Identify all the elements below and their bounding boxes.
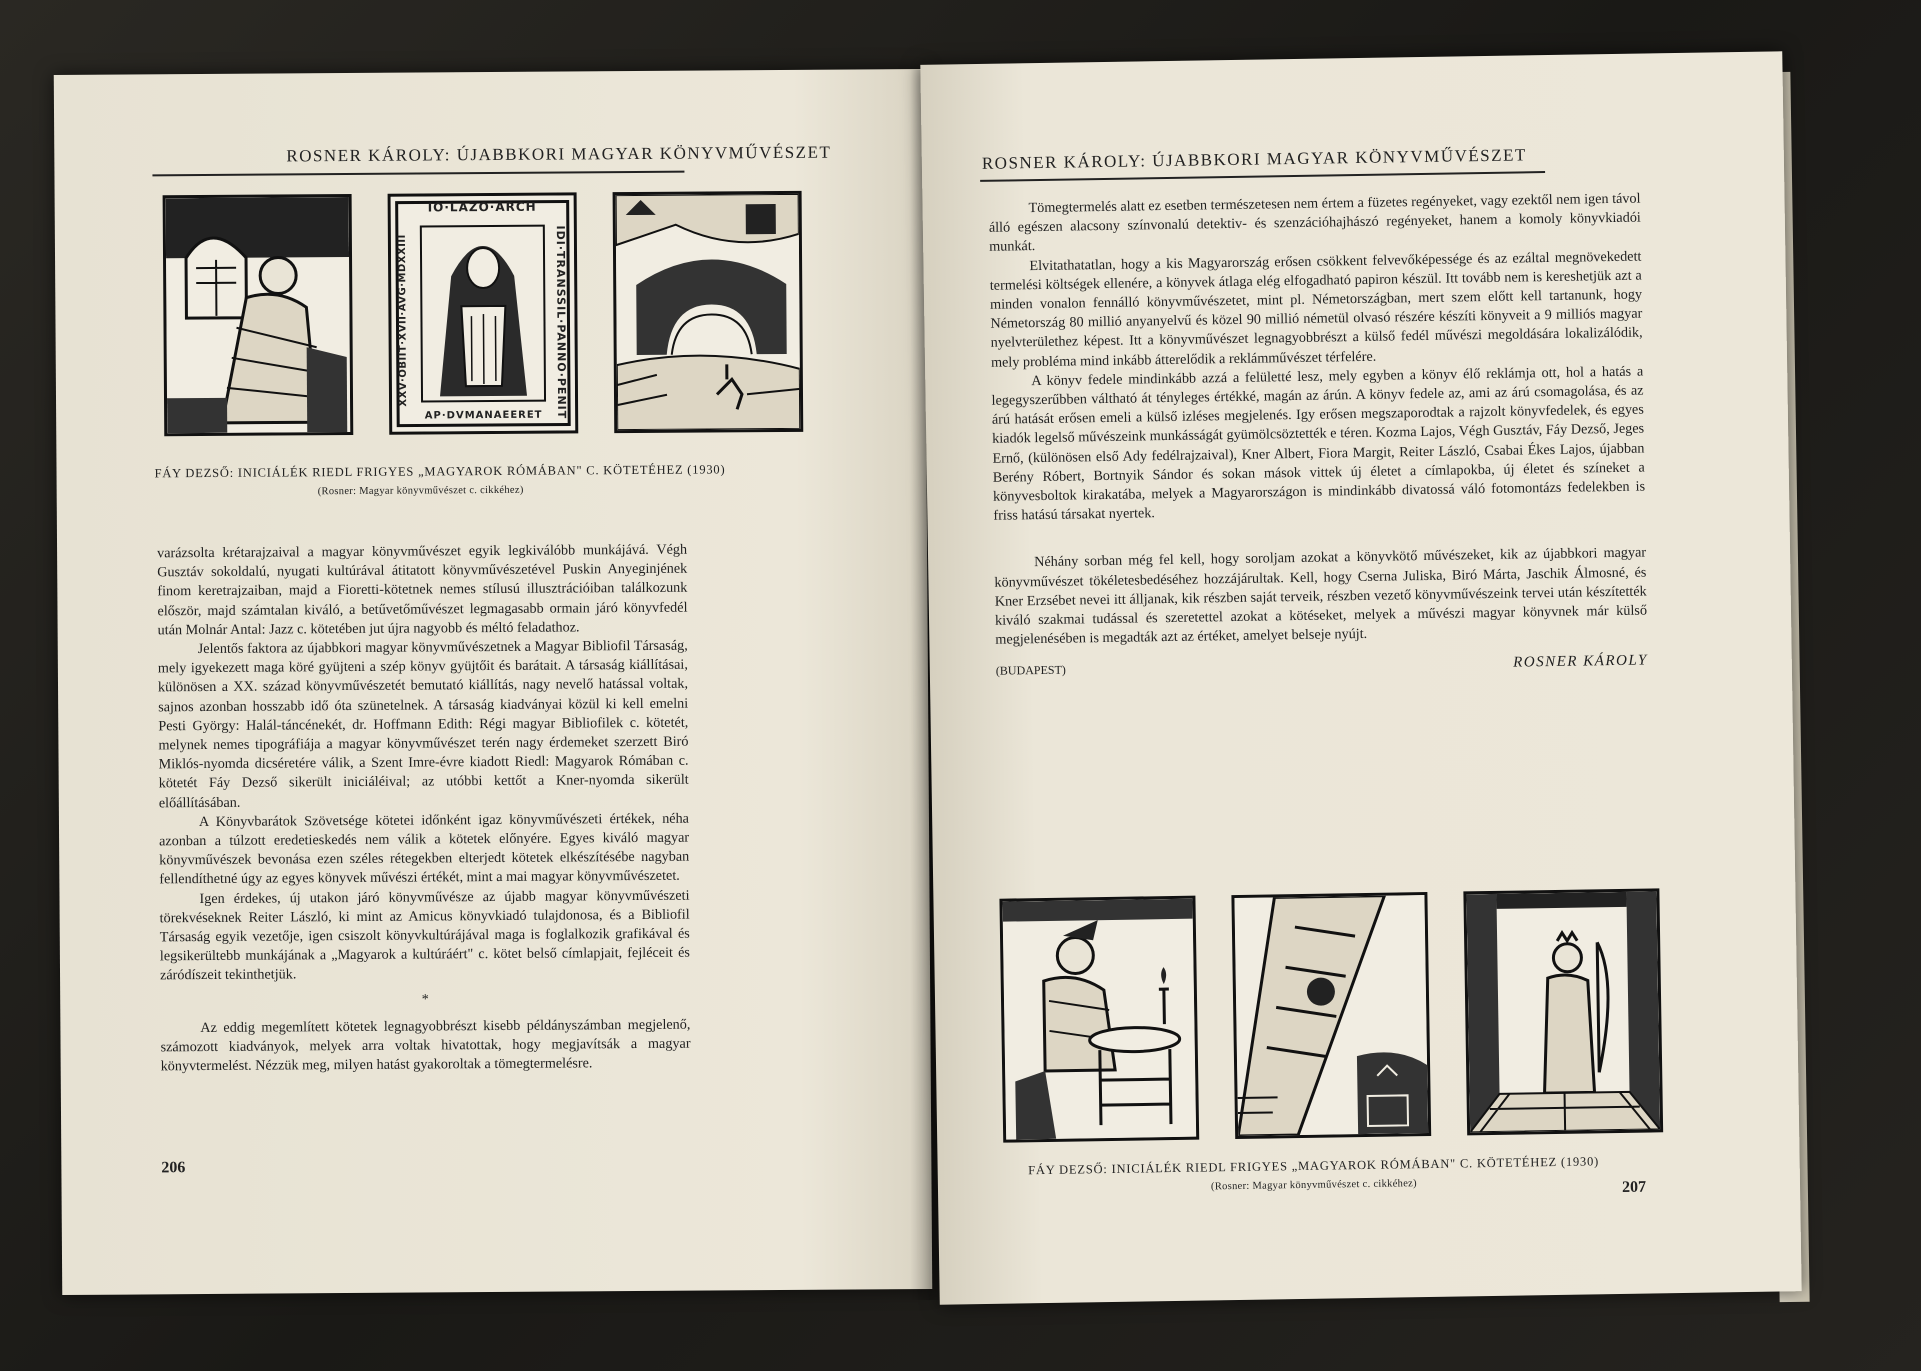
right-page-number: 207 (1621, 1178, 1647, 1196)
left-caption-text: FÁY DEZSŐ: INICIÁLÉK RIEDL FRIGYES „MAGYAROK RÓMÁBAN" C. KÖTETÉHEZ (1930) (154, 462, 726, 481)
right-woodcuts (999, 888, 1663, 1142)
woodcut-monk-writing (163, 194, 354, 436)
right-body-text (988, 190, 1647, 682)
paragraph: Tömegtermelés alatt ez esetben természetesen nem értem a füzetes regényeket, vagy ezektől nem igen távol álló egészen alacsony színvonalú detektiv- és szenzációhajhászó regényeket, hanem a komoly könyvkiadói munkát. (988, 190, 1641, 256)
woodcut-king-harp (1463, 888, 1663, 1135)
left-page (54, 69, 932, 1295)
paragraph: Igen érdekes, új utakon járó könyvművésze az újabb magyar könyvművészeti törekvéseknek Reiter László, ki mint az Amicus könyvkiadó tulajdonosa, és a Bibliofil Társaság egyik vezetője, igen csiszolt könyvkultúrájával maga is foglalkozik grafikával és legsikerültebb munkájának a „Magyarok a kultúráért" c. kötet belső címlapjait, fejléceit és záródíszeit tekinthetjük. (159, 887, 690, 984)
right-figure-caption (994, 1154, 1634, 1196)
woodcut-inscription-left: XXV·OBIIT·XVII·AVG·MDXXIII (396, 234, 410, 407)
right-page (920, 51, 1801, 1304)
woodcut-seated-writer (999, 896, 1199, 1143)
paragraph: Néhány sorban még fel kell, hogy soroljam azokat a könyvkötő művészeket, kik az újabbkori magyar könyvművészet tökéletesbedéséhez hozzájárultak. Kell, hogy Cserna Juliska, Biró Márta, Jaschik Álmosné, és Kner Erzsébet nevei itt álljanak, kik részben saját terveik, részben vezető könyvművészeink tervei után készítették kiváló szakmai tudással és szeretettel azokat a kötéseket, melyek a művészi magyar könyvnek már külső megjelenésében is megadták azt az értéket, amelyet belseje nyújt. (994, 544, 1648, 649)
paragraph: Elvitathatatlan, hogy a kis Magyarország erősen csökkent felvevőképessége és az ezáltal megnövekedett termelési költségek ellenére, a könyvek átlaga elég elfogadható papiron készül. Itt tovább nem is kereshetjük azt a minden vonalon fennálló könyvművészetet, mint pl. Németországban, mert szem előtt kell tartanunk, hogy Németország 80 millió anyanyelvű és közel 90 millió németül olvasó részére készíti könyveit a 9 milliós magyar nyelvterülethez képest. Itt a könyvművészet legnagyobbrészt a külső fedél művészi megoldására lokalizálódik, mely probléma mind inkább átterelődik a reklámművészet térfelére. (989, 248, 1643, 371)
signoff (996, 652, 1648, 681)
woodcut-inscription-top: IO·LAZO·ARCH (427, 199, 537, 215)
left-body-text (157, 541, 691, 1077)
place-label: (BUDAPEST) (995, 663, 1066, 679)
paragraph: Az eddig megemlített kötetek legnagyobbrészt kisebb példányszámban megjelenő, számozott kiadványok, melyek arra voltak hivatottak, hogy megjavítsák a magyar könyvtermelést. Nézzük meg, milyen hatást gyakoroltak a tömegtermelésre. (160, 1016, 691, 1075)
woodcut-inscription-bottom: AP·DVMANAEERET (424, 409, 543, 422)
left-page-number: 206 (161, 1159, 186, 1177)
left-running-head: ROSNER KÁROLY: ÚJABBKORI MAGYAR KÖNYVMŰVÉSZET (286, 142, 832, 166)
right-running-head: ROSNER KÁROLY: ÚJABBKORI MAGYAR KÖNYVMŰVÉSZET (981, 145, 1527, 173)
left-head-rule (152, 171, 684, 177)
author-signature: ROSNER KÁROLY (1513, 652, 1648, 672)
woodcut-tomb-figure (388, 192, 579, 434)
left-woodcuts (163, 191, 804, 436)
woodcut-knight-tower (1231, 892, 1431, 1139)
paragraph: A könyv fedele mindinkább azzá a felületté lesz, mely egyben a könyv élő reklámja ott, hol a hatás a legegyszerűbben váltható át tényleges értékké, magán az árún. A könyv fedele az, ami az árú csomagolása, és az árú hatását erősen emeli a külső izléses megjelenés. Igy erősen megszaporodtak a rajzolt könyvfedelek, és egyes kiadók legelső művészeink munkásságát gyümölcsöztették e téren. Kozma Lajos, Végh Gusztáv, Fáy Dezső, Jeges Ernő, (különösen első Ady fedélrajzaival), Kner Albert, Fiora Margit, Reiter László, Csabai Ékes Lajos, újabban Berény Róbert, Bortnyik Sándor és sokan mások vittek új életet a címlapokba, új életet és színeket a könyvesboltok kirakatába, melyek a Magyarországon is mindinkább divatossá váló fotomontázs fedelekben is friss hatású társakat nyertek. (991, 363, 1646, 525)
left-figure-caption (154, 462, 726, 499)
right-head-rule (980, 171, 1545, 182)
paragraph: varázsolta krétarajzaival a magyar könyvművészet egyik legkiválóbb munkájává. Végh Gusztáv sokoldalú, nyugati kultúrával átitatott könyvművészetével Puskin Anyeginjének finom keretrajzaiban, majd a Fioretti-kötetnek nemes stílusú illusztrációiban találkozunk először, majd számtalan kiváló, a betűvetőművészet legmagasabb ormain járó könyvfedél után Molnár Antal: Jazz c. kötetében jut újra nagyobb és méltó feladathoz. (157, 541, 688, 639)
woodcut-bridge-rider (613, 191, 804, 433)
right-caption-sub: (Rosner: Magyar könyvművészet c. cikkéhez) (1210, 1178, 1417, 1193)
woodcut-inscription-side: IDI·TRANSSIL·PANNO·PENIT (553, 225, 569, 420)
paragraph: A Könyvbarátok Szövetsége kötetei időnként igaz könyvművészeti értékek, néha azonban a túlzott eredetieskedés nem válik a kötetek előnyére. Egyes kiváló magyar könyvművészek bevonása ezen széles rétegekben elterjedt kötetek elkészítésébe nagyban fellendíthetné úgy az egyes könyvek művészi értékét, mint a mai magyar könyvművészetet. (159, 810, 690, 888)
left-caption-sub: (Rosner: Magyar könyvművészet c. cikkéhez) (317, 484, 524, 498)
paragraph: Jelentős faktora az újabbkori magyar könyvművészetnek a Magyar Bibliofil Társaság, mely igyekezett maga köré gyüjteni a szép könyv gyüjtőit és barátait. A társaság kiállításai, különösen a XX. század könyvművészetét bemutató kiállítás, nagy nevelő hatással voltak, sajnos azonban hosszabb idő óta szünetelnek. A társaság kiadványai közül ki kell emelni Pesti György: Halál-táncénekét, dr. Hoffmann Edith: Régi magyar Bibliofilek c. kötetét, melynek nemes tipográfiája a magyar könyvművészet terén nagy érdemeket szerzett Biró Miklós-nyomda dicséretére válik, a Szent Imre-évre kiadott Riedl: Magyarok Rómában c. kötetét Fáy Dezső sikerült iniciáléival; az utóbbi kettőt a Kner-nyomda sikerült előállításában. (157, 637, 689, 811)
section-ornament: * (421, 991, 429, 1008)
right-caption-text: FÁY DEZSŐ: INICIÁLÉK RIEDL FRIGYES „MAGYAROK RÓMÁBAN" C. KÖTETÉHEZ (1930) (1028, 1154, 1600, 1178)
